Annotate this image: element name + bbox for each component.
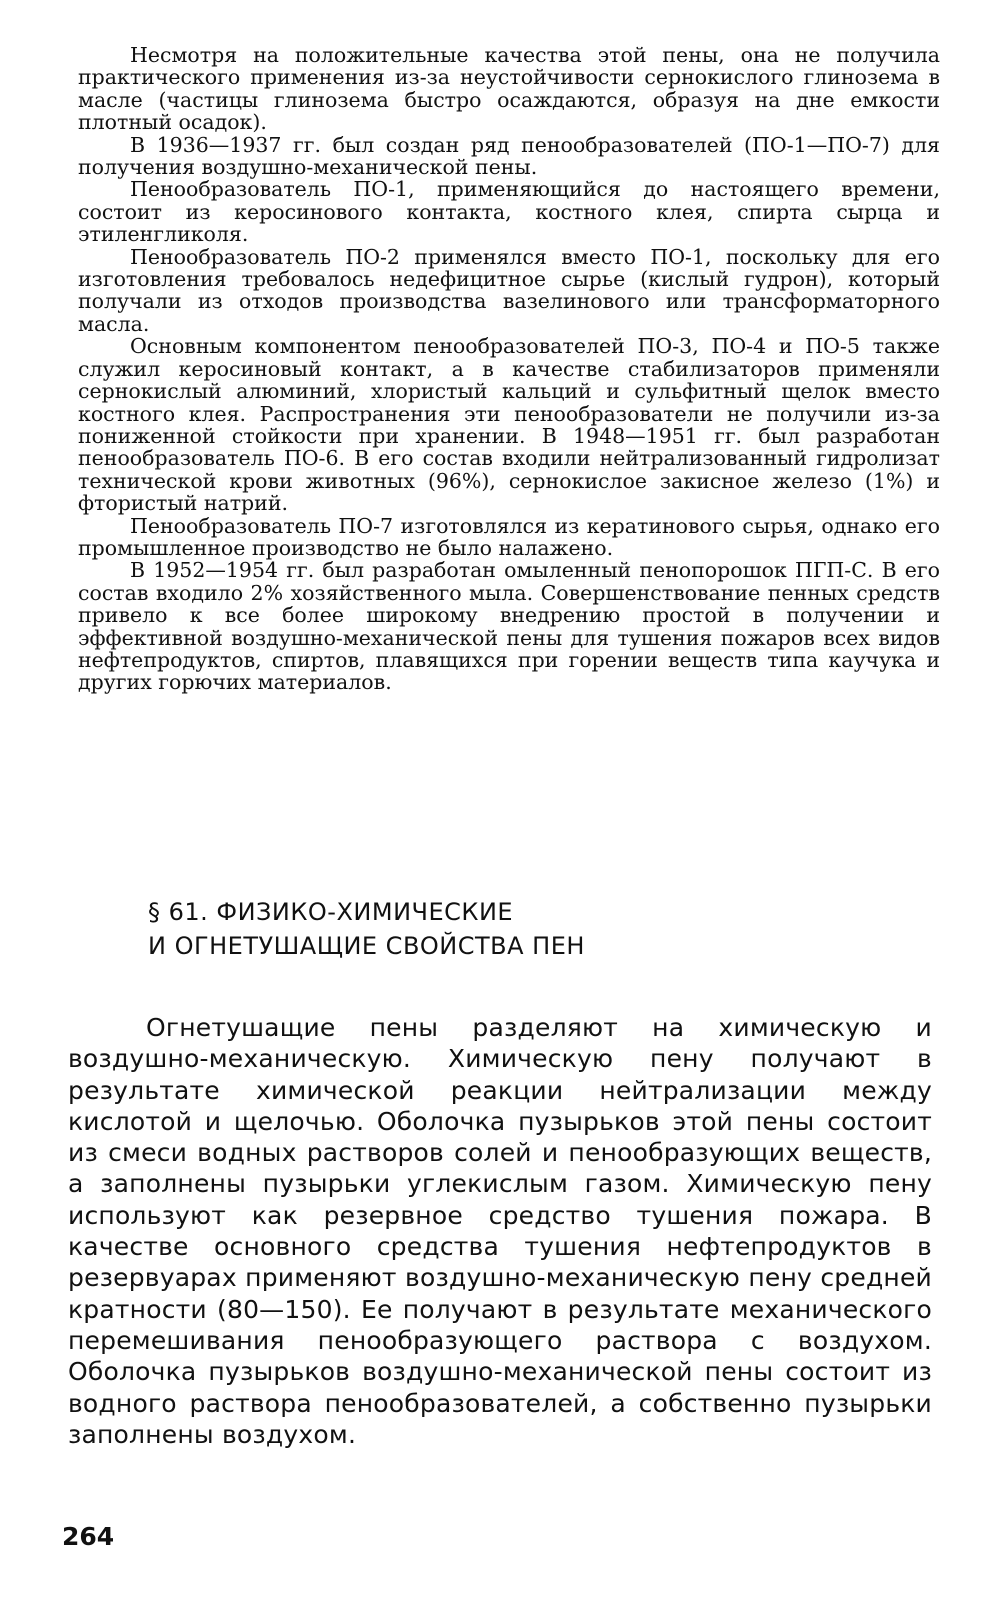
paragraph: В 1952—1954 гг. был разработан омыленный пенопорошок ПГП-С. В его состав входило 2% хозяйственного мыла. Совершенствование пенных средств привело к все более широкому внедрению простой в получении и эффективной воздушно-механической пены для тушения пожаров всех видов нефтепродуктов, спиртов, плавящихся при горении веществ типа каучука и других горючих материалов. [78,558,940,695]
section-paragraph: Огнетушащие пены разделяют на химическую и воздушно-механическую. Химическую пену получают в результате химической реакции нейтрализации между кислотой и щелочью. Оболочка пузырьков этой пены состоит из смеси водных растворов солей и пенообразующих веществ, а заполнены пузырьки углекислым газом. Химическую пену используют как резервное средство тушения пожара. В качестве основного средства тушения нефтепродуктов в резервуарах применяют воздушно-механическую пену средней кратности (80—150). Ее получают в результате механического перемешивания пенообразующего раствора с воздухом. Оболочка пузырьков воздушно-механической пены состоит из водного раствора пенообразователей, а собственно пузырьки заполнены воздухом. [68,1013,932,1449]
paragraph: Пенообразователь ПО-7 изготовлялся из кератинового сырья, однако его промышленное производство не было налажено. [78,513,940,560]
paragraph: Пенообразователь ПО-2 применялся вместо ПО-1, поскольку для его изготовления требовалось недефицитное сырье (кислый гудрон), который получали из отходов производства вазелинового или трансформаторного масла. [78,244,940,336]
paragraph: Основным компонентом пенообразователей ПО-3, ПО-4 и ПО-5 также служил керосиновый контакт, а в качестве стабилизаторов применяли сернокислый алюминий, хлористый кальций и сульфитный щелок вместо костного клея. Распространения эти пенообразователи не получили из-за пониженной стойкости при хранении. В 1948—1951 гг. был разработан пенообразователь ПО-6. В его состав входили нейтрализованный гидролизат технической крови животных (96%), сернокислое закисное железо (1%) и фтористый натрий. [78,334,940,516]
body-text-upper [78,44,940,694]
section-heading-line-2: И ОГНЕТУШАЩИЕ СВОЙСТВА ПЕН [148,932,585,960]
body-text-lower [68,1012,932,1450]
section-heading-line-1: § 61. ФИЗИКО-ХИМИЧЕСКИЕ [148,898,514,926]
paragraph: Пенообразователь ПО-1, применяющийся до настоящего времени, состоит из керосинового контакта, костного клея, спирта сырца и этиленгликоля. [78,177,940,247]
paragraph: Несмотря на положительные качества этой пены, она не получила практического применения из-за неустойчивости сернокислого глинозема в масле (частицы глинозема быстро осаждаются, образуя на дне емкости плотный осадок). [78,43,940,135]
page-number: 264 [62,1522,115,1551]
section-heading [148,895,908,963]
paragraph: В 1936—1937 гг. был создан ряд пенообразователей (ПО-1—ПО-7) для получения воздушно-механической пены. [78,132,940,180]
